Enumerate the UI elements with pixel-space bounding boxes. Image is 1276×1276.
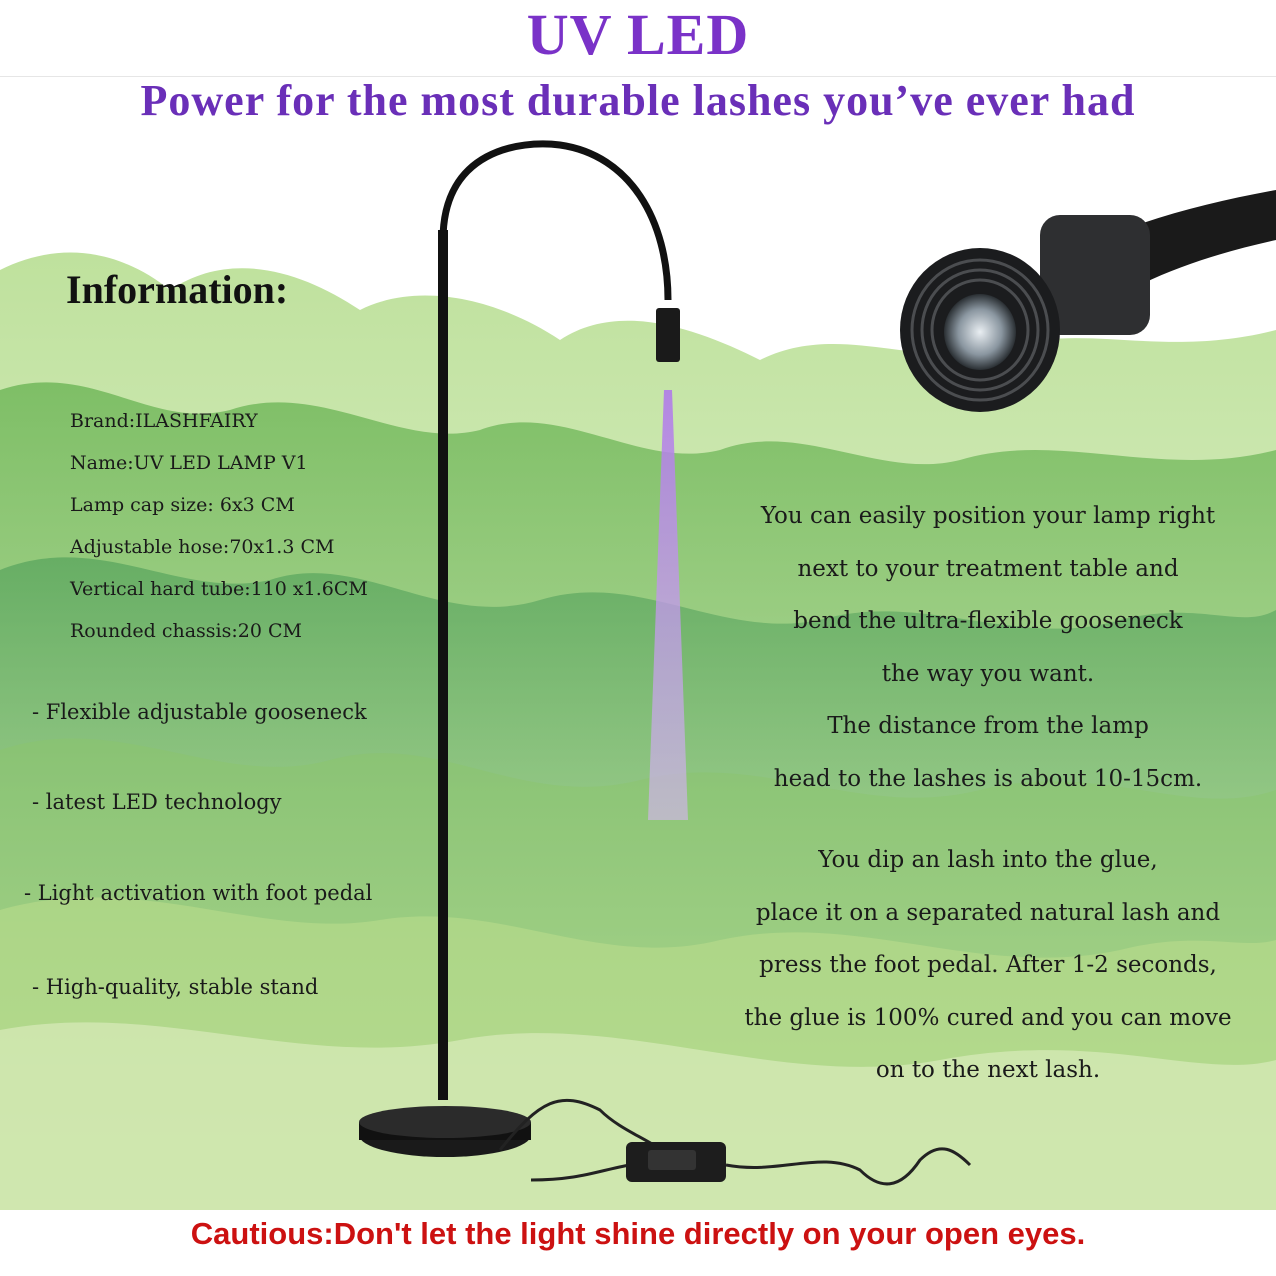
- feature-gooseneck: - Flexible adjustable gooseneck: [32, 700, 367, 724]
- feature-foot-pedal: - Light activation with foot pedal: [24, 881, 373, 905]
- spec-rounded-chassis: Rounded chassis:20 CM: [70, 620, 302, 642]
- spec-lamp-cap-size: Lamp cap size: 6x3 CM: [70, 494, 295, 516]
- description-line: You dip an lash into the glue,: [818, 847, 1158, 873]
- description-line: The distance from the lamp: [827, 713, 1149, 739]
- spec-vertical-tube: Vertical hard tube:110 x1.6CM: [70, 578, 368, 600]
- page-subtitle: Power for the most durable lashes you’ve ever had: [140, 76, 1136, 125]
- description-line: on to the next lash.: [875, 1057, 1101, 1083]
- description-line: press the foot pedal. After 1-2 seconds,: [759, 952, 1217, 978]
- feature-stable-stand: - High-quality, stable stand: [32, 975, 319, 999]
- description-line: the way you want.: [881, 660, 1095, 687]
- lamp-head-closeup-photo: [900, 190, 1276, 412]
- spec-list: [70, 400, 368, 652]
- page-title: UV LED: [526, 2, 750, 67]
- description-line: head to the lashes is about 10-15cm.: [773, 765, 1203, 792]
- description-paragraph-1: [700, 490, 1276, 805]
- description-line: bend the ultra-flexible gooseneck: [793, 608, 1183, 634]
- description-line: You can easily position your lamp right: [760, 503, 1216, 529]
- spec-name: Name:UV LED LAMP V1: [70, 452, 308, 474]
- feature-led-technology: - latest LED technology: [32, 790, 282, 814]
- description-line: the glue is 100% cured and you can move: [744, 1004, 1232, 1031]
- caution-warning: Cautious:Don't let the light shine directly on your open eyes.: [190, 1216, 1086, 1251]
- description-line: next to your treatment table and: [797, 555, 1179, 582]
- information-heading: Information:: [66, 267, 289, 312]
- spec-brand: Brand:ILASHFAIRY: [70, 410, 258, 432]
- description-line: place it on a separated natural lash and: [755, 899, 1221, 926]
- spec-adjustable-hose: Adjustable hose:70x1.3 CM: [70, 536, 335, 558]
- description-paragraph-2: [700, 834, 1276, 1097]
